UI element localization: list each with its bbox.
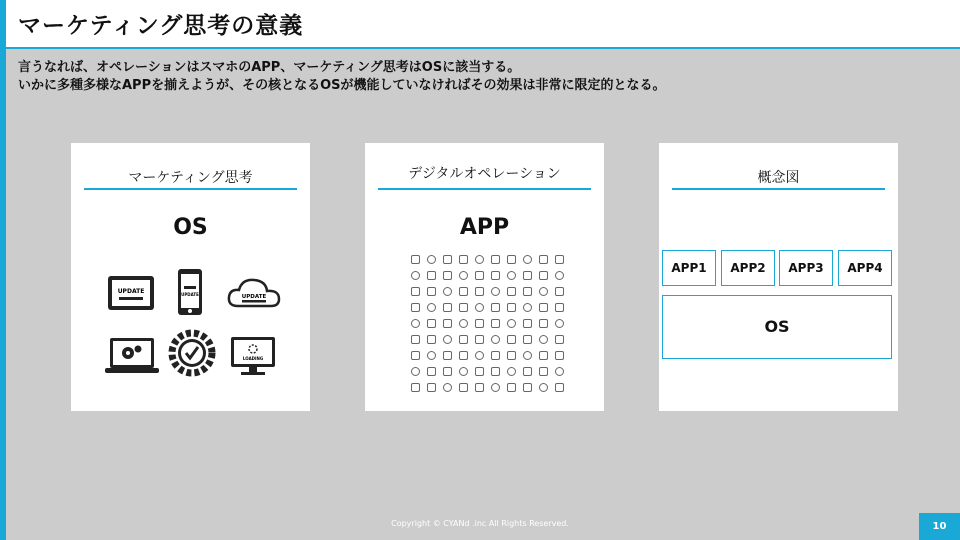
app-icon	[523, 303, 532, 312]
app-icon	[427, 255, 436, 264]
app-icon	[427, 287, 436, 296]
card-divider	[378, 188, 591, 190]
app-icon	[411, 303, 420, 312]
laptop-gear-icon	[104, 336, 160, 376]
lead-text	[18, 59, 666, 95]
app-icon	[443, 303, 452, 312]
app-icon	[539, 271, 548, 280]
app-icon	[475, 287, 484, 296]
app-icon	[491, 351, 500, 360]
app-icon	[475, 367, 484, 376]
app-icon	[539, 255, 548, 264]
app-icon	[491, 255, 500, 264]
app-icon	[443, 351, 452, 360]
app-icon	[539, 351, 548, 360]
app-icon	[427, 351, 436, 360]
app-icon	[459, 287, 468, 296]
app-icon	[459, 335, 468, 344]
card-title: 概念図	[757, 170, 800, 186]
app-icon	[507, 335, 516, 344]
app-icon	[507, 255, 516, 264]
os-box: OS	[662, 295, 892, 359]
app-icon	[475, 255, 484, 264]
slide-title: マーケティング思考の意義	[18, 13, 304, 39]
app-icon	[555, 271, 564, 280]
app-icon	[507, 303, 516, 312]
cloud-update-icon	[226, 276, 282, 310]
card-heading: OS	[173, 215, 208, 240]
app-icon	[475, 351, 484, 360]
app-icon	[523, 335, 532, 344]
app-icon	[411, 351, 420, 360]
card-heading: APP	[459, 215, 510, 240]
card-marketing-thinking	[71, 143, 310, 411]
app-box: APP3	[779, 250, 833, 286]
app-icon	[491, 335, 500, 344]
app-icon	[539, 303, 548, 312]
app-icon	[491, 303, 500, 312]
app-icon	[459, 351, 468, 360]
app-icon	[475, 271, 484, 280]
app-icon	[427, 303, 436, 312]
app-icon	[491, 287, 500, 296]
app-icon	[427, 271, 436, 280]
card-divider	[84, 188, 297, 190]
monitor-loading-icon	[229, 335, 277, 377]
app-icon	[491, 367, 500, 376]
tablet-update-icon	[107, 273, 157, 313]
app-icon	[555, 287, 564, 296]
app-icon	[459, 367, 468, 376]
app-icon	[475, 335, 484, 344]
app-icon	[555, 303, 564, 312]
app-icon	[443, 335, 452, 344]
app-icon	[539, 367, 548, 376]
card-concept-diagram	[659, 143, 898, 411]
app-icon	[443, 367, 452, 376]
app-icon	[443, 287, 452, 296]
app-icon	[555, 383, 564, 392]
copyright-footer: Copyright © CYANd .inc All Rights Reserved.	[391, 519, 569, 528]
app-icon	[507, 367, 516, 376]
app-icon	[411, 271, 420, 280]
update-label: UPDATE	[117, 288, 145, 295]
app-icon	[523, 319, 532, 328]
app-icon	[443, 383, 452, 392]
app-icon	[411, 287, 420, 296]
left-accent-bar	[0, 0, 6, 540]
app-icon	[491, 319, 500, 328]
app-icon	[491, 383, 500, 392]
update-label: UPDATE	[181, 292, 199, 297]
app-icon	[507, 383, 516, 392]
lead-line-2: いかに多種多様なAPPを揃えようが、その核となるOSが機能していなければその効果は非常に限定的となる。	[18, 78, 666, 93]
card-title: マーケティング思考	[128, 170, 253, 186]
app-box: APP2	[721, 250, 775, 286]
app-icon	[443, 319, 452, 328]
app-icon	[523, 255, 532, 264]
app-icon	[539, 383, 548, 392]
app-icon	[555, 367, 564, 376]
app-icon	[475, 319, 484, 328]
app-icon	[443, 271, 452, 280]
card-divider	[672, 188, 885, 190]
app-icon	[507, 319, 516, 328]
app-icon	[459, 271, 468, 280]
app-icon	[411, 255, 420, 264]
app-icon	[411, 367, 420, 376]
app-icon	[411, 383, 420, 392]
app-icon	[427, 383, 436, 392]
card-digital-operation	[365, 143, 604, 411]
app-icon	[459, 255, 468, 264]
loading-label: LOADING	[242, 356, 264, 361]
app-icon	[539, 319, 548, 328]
app-icon	[555, 335, 564, 344]
update-label: UPDATE	[241, 294, 267, 300]
app-icon	[427, 367, 436, 376]
gear-check-icon	[167, 328, 217, 378]
app-icon	[411, 319, 420, 328]
app-icon	[475, 303, 484, 312]
app-icon	[523, 351, 532, 360]
app-icon	[555, 351, 564, 360]
app-icon	[475, 383, 484, 392]
app-icon	[523, 271, 532, 280]
app-icon	[539, 287, 548, 296]
app-icon	[491, 271, 500, 280]
app-icon	[555, 255, 564, 264]
app-icon	[539, 335, 548, 344]
app-icon	[459, 319, 468, 328]
title-bar	[6, 0, 960, 49]
app-icon	[459, 303, 468, 312]
app-icon-grid	[411, 255, 567, 395]
page-number: 10	[919, 513, 960, 540]
app-icon	[507, 271, 516, 280]
app-icon	[459, 383, 468, 392]
app-box: APP4	[838, 250, 892, 286]
app-icon	[507, 351, 516, 360]
app-icon	[427, 319, 436, 328]
card-title: デジタルオペレーション	[408, 166, 561, 182]
app-icon	[443, 255, 452, 264]
app-icon	[523, 367, 532, 376]
app-icon	[523, 287, 532, 296]
lead-line-1: 言うなれば、オペレーションはスマホのAPP、マーケティング思考はOSに該当する。	[18, 60, 521, 75]
app-box: APP1	[662, 250, 716, 286]
app-icon	[555, 319, 564, 328]
app-icon	[523, 383, 532, 392]
app-icon	[427, 335, 436, 344]
phone-update-icon	[177, 268, 203, 316]
app-icon	[411, 335, 420, 344]
app-icon	[507, 287, 516, 296]
